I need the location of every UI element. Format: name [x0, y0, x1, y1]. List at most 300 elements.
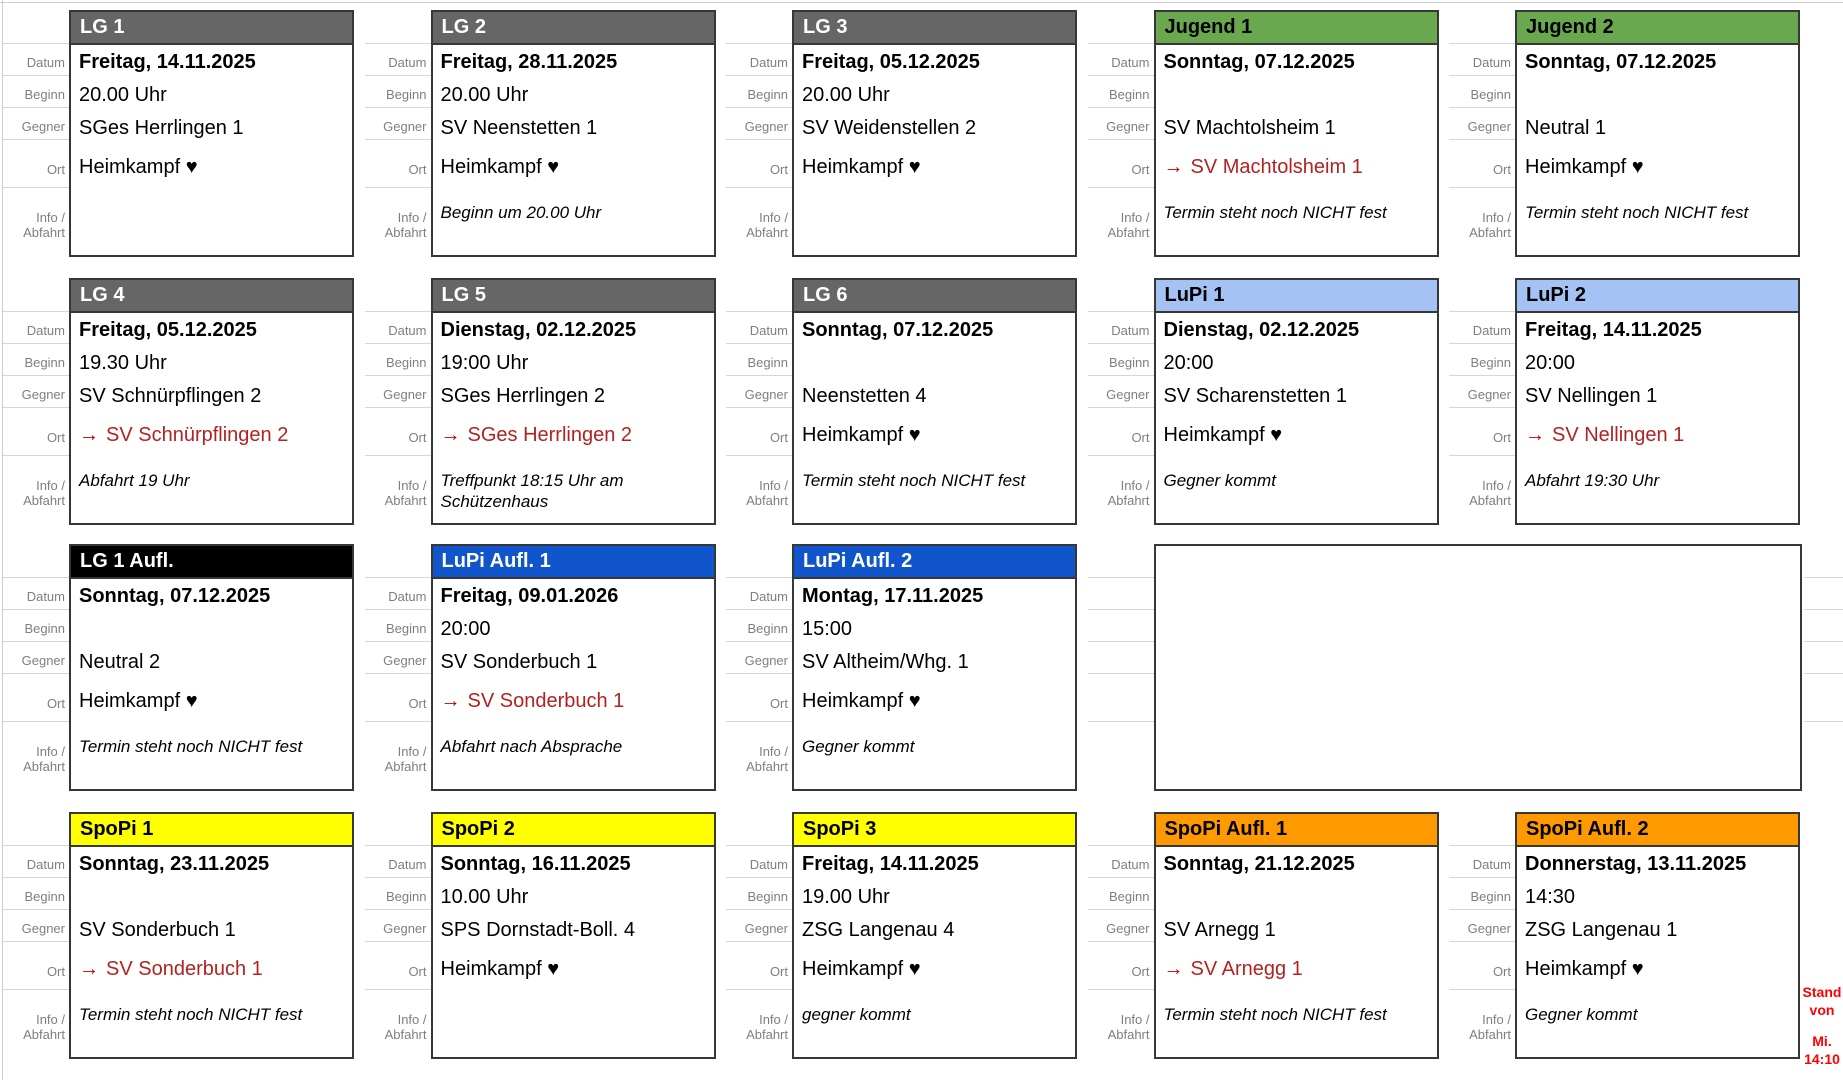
card-box: [1515, 10, 1800, 257]
field-label-ort: Ort: [769, 696, 788, 711]
gutter-gridline: [726, 75, 792, 76]
ort-value: [1525, 147, 1796, 187]
ort-value: [79, 681, 350, 721]
gutter-gridline: [365, 187, 431, 188]
card-title: SpoPi 2: [433, 814, 714, 847]
card-box: [792, 10, 1077, 257]
field-label-datum: Datum: [388, 857, 427, 872]
gutter-gridline: [726, 609, 792, 610]
gegner-value: SV Schnürpflingen 2: [79, 385, 262, 407]
field-label-info-abfahrt: [385, 478, 427, 508]
card-box: [1515, 278, 1800, 525]
info-abfahrt-value: Termin steht noch NICHT fest: [1163, 203, 1387, 222]
gutter-gridline: [726, 641, 792, 642]
match-card-lupi-aufl-1: [365, 544, 718, 793]
gegner-value: SV Sonderbuch 1: [440, 651, 598, 673]
ort-text: Heimkampf ♥: [440, 958, 560, 980]
ort-value: [79, 949, 350, 989]
gutter-gridline: [726, 577, 792, 578]
field-label-beginn: Beginn: [24, 889, 65, 904]
info-abfahrt-value: Termin steht noch NICHT fest: [1525, 203, 1749, 222]
beginn-value: [79, 881, 350, 913]
card-box: [1154, 278, 1439, 525]
card-body: [433, 579, 714, 789]
card-title: LuPi 2: [1517, 280, 1798, 313]
empty-cell: [1154, 544, 1802, 791]
gegner-value: Neenstetten 4: [802, 385, 927, 407]
info-abfahrt-value: Abfahrt 19:30 Uhr: [1525, 471, 1660, 490]
ort-text: SV Sonderbuch 1: [467, 690, 625, 712]
card-body: [1156, 45, 1437, 255]
field-labels: [1088, 812, 1154, 1059]
gutter-gridline: [3, 989, 69, 990]
card-body: [794, 579, 1075, 789]
field-label-datum: Datum: [26, 857, 65, 872]
field-labels: [726, 544, 792, 791]
field-label-info-abfahrt: [23, 210, 65, 240]
card-box: [1154, 812, 1439, 1059]
ort-value: [1164, 415, 1435, 455]
card-box: [792, 278, 1077, 525]
card-box: [792, 544, 1077, 791]
field-label-info-line1: Info /: [36, 210, 65, 225]
field-label-info-line1: Info /: [759, 478, 788, 493]
match-card-lg-5: [365, 278, 718, 527]
field-label-info-line1: Info /: [759, 744, 788, 759]
gutter-gridline: [726, 941, 792, 942]
field-label-info-abfahrt: [1108, 1012, 1150, 1042]
away-arrow-icon: →: [79, 424, 99, 446]
field-label-gegner: Gegner: [383, 387, 427, 402]
card-title: LuPi Aufl. 1: [433, 546, 714, 579]
ort-text: Heimkampf ♥: [79, 690, 198, 712]
ort-text: Heimkampf ♥: [802, 958, 921, 980]
field-label-info-abfahrt: [385, 210, 427, 240]
gutter-gridline: [365, 845, 431, 846]
info-abfahrt-value: Abfahrt nach Absprache: [440, 737, 623, 756]
field-label-datum: Datum: [749, 323, 788, 338]
match-card-lg-2: [365, 10, 718, 259]
ort-value: [1164, 949, 1435, 989]
field-label-gegner: Gegner: [21, 387, 65, 402]
card-box: [431, 812, 716, 1059]
datum-value: Freitag, 28.11.2025: [440, 51, 618, 73]
field-label-ort: Ort: [1131, 430, 1150, 445]
gutter-gridline: [726, 311, 792, 312]
gutter-gridline: [365, 139, 431, 140]
gutter-gridline: [1449, 187, 1515, 188]
gutter-gridline: [1449, 877, 1515, 878]
field-label-info-line1: Info /: [1120, 210, 1150, 225]
field-label-info-line1: Info /: [759, 1012, 788, 1027]
card-box: [1515, 812, 1800, 1059]
gegner-value: SV Weidenstellen 2: [802, 117, 977, 139]
gutter-gridline: [726, 407, 792, 408]
field-label-beginn: Beginn: [1109, 87, 1150, 102]
gutter-gridline: [365, 941, 431, 942]
away-arrow-icon: →: [1525, 424, 1545, 446]
card-title: LG 1 Aufl.: [71, 546, 352, 579]
gutter-gridline: [3, 455, 69, 456]
field-label-info-abfahrt: [746, 1012, 788, 1042]
ort-text: Heimkampf ♥: [1525, 156, 1644, 178]
field-label-beginn: Beginn: [747, 355, 788, 370]
gutter-gridline: [365, 721, 431, 722]
gutter-gridline: [1088, 609, 1154, 610]
info-abfahrt-value: Beginn um 20.00 Uhr: [440, 203, 602, 222]
match-card-spopi-3: [726, 812, 1079, 1061]
field-label-ort: Ort: [46, 430, 65, 445]
gutter-gridline: [1088, 877, 1154, 878]
gutter-gridline: [1088, 455, 1154, 456]
gutter-gridline: [3, 343, 69, 344]
field-label-info-line2: Abfahrt: [746, 225, 788, 240]
gegner-value: SV Nellingen 1: [1525, 385, 1658, 407]
ort-text: Heimkampf ♥: [440, 156, 560, 178]
ort-value: [802, 147, 1073, 187]
card-box: [431, 10, 716, 257]
datum-value: Donnerstag, 13.11.2025: [1525, 853, 1747, 875]
gutter-gridline: [3, 941, 69, 942]
match-card-lg-4: [3, 278, 356, 527]
card-body: [71, 847, 352, 1057]
gutter-gridline: [3, 577, 69, 578]
ort-value: [441, 147, 712, 187]
field-labels: [1088, 10, 1154, 257]
card-title: LuPi 1: [1156, 280, 1437, 313]
gutter-gridline: [1449, 407, 1515, 408]
gutter-gridline: [3, 909, 69, 910]
datum-value: Montag, 17.11.2025: [802, 585, 984, 607]
info-abfahrt-value: Termin steht noch NICHT fest: [79, 737, 303, 756]
field-label-info-line2: Abfahrt: [23, 1027, 65, 1042]
card-title: LG 3: [794, 12, 1075, 45]
card-body: [433, 313, 714, 523]
empty-cell-right-gutter: [1804, 544, 1843, 791]
field-label-beginn: Beginn: [747, 87, 788, 102]
datum-value: Dienstag, 02.12.2025: [440, 319, 637, 341]
datum-value: Sonntag, 21.12.2025: [1163, 853, 1355, 875]
field-label-datum: Datum: [749, 589, 788, 604]
card-body: [433, 45, 714, 255]
field-labels: [726, 812, 792, 1059]
match-card-lupi-1: [1088, 278, 1441, 527]
gutter-gridline: [1088, 311, 1154, 312]
field-label-gegner: Gegner: [383, 119, 427, 134]
field-label-gegner: Gegner: [1467, 119, 1511, 134]
field-label-beginn: Beginn: [386, 889, 427, 904]
field-label-beginn: Beginn: [1109, 355, 1150, 370]
gutter-gridline: [1088, 43, 1154, 44]
beginn-value: 19.30 Uhr: [79, 352, 167, 374]
field-label-info-line2: Abfahrt: [384, 225, 427, 240]
card-title: LG 1: [71, 12, 352, 45]
gutter-gridline: [1449, 845, 1515, 846]
field-labels: [365, 10, 431, 257]
field-label-ort: Ort: [408, 162, 427, 177]
gutter-gridline: [1449, 43, 1515, 44]
card-body: [71, 579, 352, 789]
field-label-gegner: Gegner: [744, 119, 788, 134]
gutter-gridline: [3, 641, 69, 642]
card-title: LG 2: [433, 12, 714, 45]
field-label-info-abfahrt: [1469, 210, 1511, 240]
gutter-gridline: [365, 877, 431, 878]
info-abfahrt-value: [802, 193, 1073, 262]
field-label-gegner: Gegner: [383, 653, 427, 668]
gutter-gridline: [726, 455, 792, 456]
gutter-gridline: [3, 139, 69, 140]
ort-text: SV Schnürpflingen 2: [106, 424, 289, 446]
empty-cell-region: [1088, 544, 1441, 793]
field-label-info-line2: Abfahrt: [746, 493, 788, 508]
field-label-info-abfahrt: [1108, 478, 1150, 508]
gegner-value: ZSG Langenau 4: [802, 919, 955, 941]
field-labels: [365, 544, 431, 791]
gutter-gridline: [365, 455, 431, 456]
card-body: [1517, 45, 1798, 255]
field-labels: [365, 812, 431, 1059]
card-title: LG 4: [71, 280, 352, 313]
field-label-beginn: Beginn: [386, 621, 427, 636]
field-labels: [3, 812, 69, 1059]
ort-value: [79, 147, 350, 187]
field-labels: [726, 10, 792, 257]
card-box: [69, 278, 354, 525]
field-label-datum: Datum: [26, 323, 65, 338]
gutter-gridline: [1449, 455, 1515, 456]
field-label-info-abfahrt: [23, 744, 65, 774]
field-label-ort: Ort: [1131, 162, 1150, 177]
card-body: [433, 847, 714, 1057]
card-box: [431, 544, 716, 791]
card-body: [794, 45, 1075, 255]
field-labels: [3, 544, 69, 791]
field-label-beginn: Beginn: [386, 355, 427, 370]
gegner-value: SV Neenstetten 1: [440, 117, 598, 139]
match-card-lg-6: [726, 278, 1079, 527]
field-label-beginn: Beginn: [1470, 889, 1511, 904]
field-label-info-line1: Info /: [1482, 1012, 1511, 1027]
field-label-gegner: Gegner: [383, 921, 427, 936]
field-labels: [365, 278, 431, 525]
field-label-gegner: Gegner: [1106, 387, 1150, 402]
info-abfahrt-value: gegner kommt: [802, 1005, 911, 1024]
ort-text: SGes Herrlingen 2: [467, 424, 633, 446]
gutter-gridline: [365, 311, 431, 312]
field-label-info-line2: Abfahrt: [384, 759, 427, 774]
gutter-gridline: [1088, 989, 1154, 990]
field-label-gegner: Gegner: [21, 653, 65, 668]
field-label-info-line1: Info /: [36, 478, 65, 493]
card-title: SpoPi Aufl. 1: [1156, 814, 1437, 847]
datum-value: Freitag, 14.11.2025: [79, 51, 256, 73]
field-label-info-line1: Info /: [397, 744, 427, 759]
field-label-gegner: Gegner: [744, 653, 788, 668]
ort-text: Heimkampf ♥: [802, 690, 921, 712]
gegner-value: ZSG Langenau 1: [1525, 919, 1678, 941]
beginn-value: [802, 347, 1073, 379]
field-label-gegner: Gegner: [21, 921, 65, 936]
field-label-info-line1: Info /: [36, 744, 65, 759]
field-label-gegner: Gegner: [1106, 921, 1150, 936]
gutter-gridline: [3, 407, 69, 408]
gutter-gridline: [1088, 641, 1154, 642]
field-label-beginn: Beginn: [24, 621, 65, 636]
field-label-info-line2: Abfahrt: [1469, 493, 1511, 508]
field-label-info-abfahrt: [23, 478, 65, 508]
field-label-datum: Datum: [1472, 55, 1511, 70]
last-updated-stamp: [1799, 983, 1843, 1068]
card-title: Jugend 2: [1517, 12, 1798, 45]
field-label-info-abfahrt: [1108, 210, 1150, 240]
match-card-spopi-aufl-1: [1088, 812, 1441, 1061]
field-label-datum: Datum: [749, 857, 788, 872]
stand-time: Mi. 14:10: [1804, 1033, 1840, 1067]
info-abfahrt-value: Gegner kommt: [1525, 1005, 1638, 1024]
field-label-beginn: Beginn: [1470, 87, 1511, 102]
match-card-lg-1-aufl: [3, 544, 356, 793]
field-label-gegner: Gegner: [744, 387, 788, 402]
field-label-info-line1: Info /: [397, 478, 427, 493]
ort-value: [1525, 415, 1796, 455]
field-label-ort: Ort: [1492, 964, 1511, 979]
gutter-gridline: [1449, 75, 1515, 76]
field-label-datum: Datum: [388, 323, 427, 338]
info-abfahrt-value: Gegner kommt: [802, 737, 915, 756]
beginn-value: [79, 613, 350, 645]
ort-text: SV Arnegg 1: [1190, 958, 1303, 980]
field-label-info-line2: Abfahrt: [23, 225, 65, 240]
field-label-info-line1: Info /: [1120, 478, 1150, 493]
gutter-gridline: [1088, 721, 1154, 722]
gutter-gridline: [726, 877, 792, 878]
field-label-info-line2: Abfahrt: [1469, 225, 1511, 240]
ort-value: [441, 681, 712, 721]
stand-label: Stand von: [1802, 984, 1842, 1018]
match-card-jugend-1: [1088, 10, 1441, 259]
gutter-gridline: [1449, 909, 1515, 910]
datum-value: Sonntag, 16.11.2025: [440, 853, 631, 875]
gutter-gridline: [726, 989, 792, 990]
gegner-value: SGes Herrlingen 1: [79, 117, 244, 139]
card-body: [1517, 847, 1798, 1057]
gutter-gridline: [3, 75, 69, 76]
gutter-gridline: [1449, 989, 1515, 990]
ort-text: SV Sonderbuch 1: [106, 958, 263, 980]
ort-text: Heimkampf ♥: [1525, 958, 1644, 980]
ort-value: [441, 415, 712, 455]
card-title: LG 6: [794, 280, 1075, 313]
card-body: [794, 847, 1075, 1057]
field-label-info-line2: Abfahrt: [1469, 1027, 1511, 1042]
ort-value: [1525, 949, 1796, 989]
match-card-lupi-2: [1449, 278, 1802, 527]
card-body: [1156, 313, 1437, 523]
field-label-gegner: Gegner: [1106, 119, 1150, 134]
card-box: [69, 812, 354, 1059]
card-body: [1517, 313, 1798, 523]
beginn-value: 10.00 Uhr: [440, 886, 529, 908]
field-label-info-line2: Abfahrt: [23, 759, 65, 774]
field-label-info-line2: Abfahrt: [1107, 225, 1150, 240]
beginn-value: [1164, 881, 1435, 913]
gutter-gridline: [1449, 375, 1515, 376]
gutter-gridline: [1804, 577, 1843, 578]
beginn-value: 20:00: [1525, 352, 1576, 374]
gutter-gridline: [726, 107, 792, 108]
beginn-value: 15:00: [802, 618, 853, 640]
gutter-gridline: [1449, 311, 1515, 312]
gutter-gridline: [726, 43, 792, 44]
field-label-datum: Datum: [388, 589, 427, 604]
ort-value: [79, 415, 350, 455]
beginn-value: 19.00 Uhr: [802, 886, 890, 908]
field-label-info-line2: Abfahrt: [384, 1027, 427, 1042]
field-label-datum: Datum: [388, 55, 427, 70]
field-labels: [1449, 278, 1515, 525]
field-label-beginn: Beginn: [24, 355, 65, 370]
field-label-info-abfahrt: [1469, 1012, 1511, 1042]
gutter-gridline: [365, 909, 431, 910]
field-labels: [3, 10, 69, 257]
field-label-info-abfahrt: [746, 210, 788, 240]
gutter-gridline: [1088, 407, 1154, 408]
gutter-gridline: [3, 673, 69, 674]
gegner-value: SPS Dornstadt-Boll. 4: [440, 919, 636, 941]
card-title: Jugend 1: [1156, 12, 1437, 45]
card-body: [71, 45, 352, 255]
field-labels: [1449, 10, 1515, 257]
datum-value: Freitag, 05.12.2025: [802, 51, 980, 73]
gutter-gridline: [365, 641, 431, 642]
ort-text: Heimkampf ♥: [79, 156, 198, 178]
gutter-gridline: [1449, 343, 1515, 344]
gutter-gridline: [1088, 107, 1154, 108]
gutter-gridline: [365, 375, 431, 376]
gutter-gridline: [3, 609, 69, 610]
field-label-info-line1: Info /: [397, 210, 427, 225]
match-card-lg-1: [3, 10, 356, 259]
field-label-ort: Ort: [769, 162, 788, 177]
gegner-value: SV Sonderbuch 1: [79, 919, 236, 941]
empty-cell-gutter: [1088, 544, 1154, 791]
match-card-spopi-1: [3, 812, 356, 1061]
datum-value: Freitag, 14.11.2025: [1525, 319, 1702, 341]
field-label-gegner: Gegner: [21, 119, 65, 134]
beginn-value: 20:00: [1163, 352, 1214, 374]
field-label-ort: Ort: [408, 430, 427, 445]
gutter-gridline: [726, 845, 792, 846]
ort-text: SV Machtolsheim 1: [1190, 156, 1363, 178]
datum-value: Sonntag, 23.11.2025: [79, 853, 270, 875]
card-box: [792, 812, 1077, 1059]
gutter-gridline: [1804, 673, 1843, 674]
gutter-gridline: [3, 107, 69, 108]
gutter-gridline: [3, 43, 69, 44]
match-card-spopi-2: [365, 812, 718, 1061]
field-label-ort: Ort: [769, 430, 788, 445]
field-labels: [3, 278, 69, 525]
gutter-gridline: [726, 721, 792, 722]
field-label-ort: Ort: [408, 696, 427, 711]
gegner-value: SV Altheim/Whg. 1: [802, 651, 969, 673]
field-label-info-line2: Abfahrt: [1107, 493, 1150, 508]
datum-value: Freitag, 09.01.2026: [440, 585, 619, 607]
card-title: SpoPi 3: [794, 814, 1075, 847]
gutter-gridline: [726, 139, 792, 140]
beginn-value: 20:00: [440, 618, 491, 640]
